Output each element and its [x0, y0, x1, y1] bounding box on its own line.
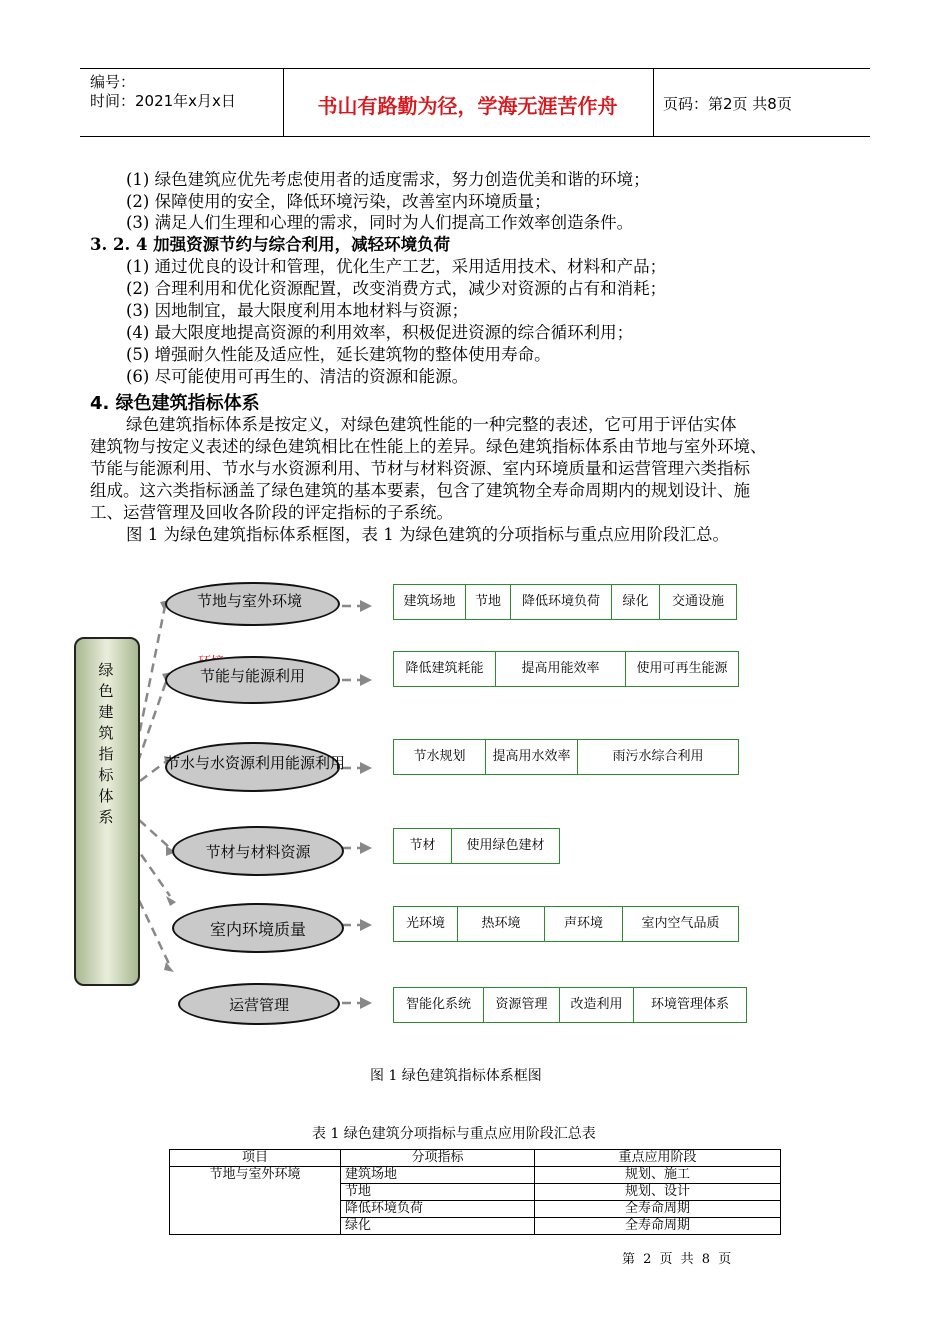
indicator-cell: 热环境: [458, 907, 545, 941]
header-motto: 书山有路勤为径，学海无涯苦作舟: [317, 94, 618, 118]
table-cell: 节地: [341, 1184, 535, 1201]
paragraph-line: 工、运营管理及回收各阶段的评定指标的子系统。: [90, 503, 453, 522]
indicator-row: [393, 906, 739, 942]
table-cell: 建筑场地: [341, 1167, 535, 1184]
arrowhead: [360, 600, 372, 612]
arrowhead: [360, 842, 372, 854]
summary-table: [169, 1149, 781, 1235]
table-header-row: [170, 1150, 781, 1167]
indicator-row: [393, 739, 739, 775]
indicator-cell: 室内空气品质: [641, 916, 720, 931]
indicator-cell: 资源管理: [484, 988, 560, 1022]
doc-number-label: 编号：: [90, 73, 136, 91]
indicator-cell: 节地: [466, 585, 511, 619]
indicator-cell: 使用可再生能源: [636, 661, 728, 676]
indicator-cell: 使用绿色建材: [466, 838, 545, 853]
paragraph-line: 节能与能源利用、节水与水资源利用、节材与材料资源、室内环境质量和运营管理六类指标: [90, 459, 750, 478]
indicator-row: [393, 584, 737, 620]
list-item: (3) 满足人们生理和心理的需求，同时为人们提高工作效率创造条件。: [126, 213, 634, 232]
arrowhead: [360, 674, 372, 686]
header-page-number: 页码：第2页 共8页: [663, 95, 792, 113]
page-footer: 第 2 页 共 8 页: [622, 1252, 732, 1267]
category-ellipse: [165, 656, 340, 704]
root-label: 绿色建筑指标体系: [98, 661, 114, 826]
category-label: 节能与能源利用: [199, 667, 305, 685]
indicator-cell: 节水规划: [394, 740, 486, 774]
table-cell: 降低环境负荷: [341, 1201, 535, 1218]
category-label: 节地与室外环境: [197, 592, 303, 610]
column-header: 项目: [170, 1150, 341, 1167]
indicator-cell: 降低建筑耗能: [394, 652, 496, 686]
indicator-row: [393, 651, 739, 687]
column-header: 分项指标: [341, 1150, 535, 1167]
table-cell: 绿化: [341, 1218, 535, 1235]
arrowhead: [360, 762, 372, 774]
column-header: 重点应用阶段: [535, 1150, 781, 1167]
table-title: 表 1 绿色建筑分项指标与重点应用阶段汇总表: [312, 1126, 596, 1142]
category-label: 运营管理: [228, 996, 289, 1014]
paragraph-line: 建筑物与按定义表述的绿色建筑相比在性能上的差异。绿色建筑指标体系由节地与室外环境、: [90, 437, 767, 456]
indicator-cell: 雨污水综合利用: [612, 749, 704, 764]
indicator-cell: 降低环境负荷: [511, 585, 612, 619]
section-title: 4. 绿色建筑指标体系: [90, 393, 260, 414]
indicator-row: [393, 828, 560, 864]
table-cell: 全寿命周期: [535, 1218, 781, 1235]
indicator-cell: 交通设施: [671, 594, 724, 609]
list-item: (6) 尽可能使用可再生的、清洁的资源和能源。: [126, 367, 469, 386]
indicator-cell: 绿化: [612, 585, 660, 619]
indicator-cell: 提高用水效率: [486, 740, 578, 774]
list-item: (3) 因地制宜，最大限度利用本地材料与资源；: [126, 301, 469, 320]
indicator-cell: 智能化系统: [394, 988, 484, 1022]
figure-caption: 图 1 绿色建筑指标体系框图: [370, 1068, 542, 1084]
table-cell: 规划、设计: [535, 1184, 781, 1201]
indicator-cell: 改造利用: [560, 988, 634, 1022]
list-item: (5) 增强耐久性能及适应性，延长建筑物的整体使用寿命。: [126, 345, 551, 364]
indicator-row: [393, 987, 747, 1023]
paragraph-line: 组成。这六类指标涵盖了绿色建筑的基本要素，包含了建筑物全寿命周期内的规划设计、施: [90, 481, 750, 500]
sub-heading: 3. 2. 4 加强资源节约与综合利用，减轻环境负荷: [90, 235, 451, 254]
indicator-cell: 节材: [394, 829, 452, 863]
list-item: (1) 绿色建筑应优先考虑使用者的适度需求，努力创造优美和谐的环境；: [126, 170, 650, 189]
category-ellipse: [172, 903, 344, 953]
category-ellipse: [178, 983, 340, 1025]
category-ellipse: [165, 582, 340, 626]
table-row: [170, 1167, 781, 1184]
connector-end: [164, 962, 174, 972]
list-item: (1) 通过优良的设计和管理，优化生产工艺，采用适用技术、材料和产品；: [126, 257, 667, 276]
table-cell-group: 节地与室外环境: [170, 1167, 341, 1235]
category-ellipse: [172, 826, 344, 876]
paragraph-line: 绿色建筑指标体系是按定义，对绿色建筑性能的一种完整的表述，它可用于评估实体: [126, 415, 737, 434]
indicator-cell: 提高用能效率: [496, 652, 626, 686]
category-label: 节材与材料资源: [205, 842, 311, 861]
category-ellipse: [165, 742, 346, 792]
arrowhead: [360, 997, 372, 1009]
indicator-cell: 光环境: [394, 907, 458, 941]
list-item: (2) 合理利用和优化资源配置，改变消费方式，减少对资源的占有和消耗；: [126, 279, 667, 298]
paragraph-line: 图 1 为绿色建筑指标体系框图，表 1 为绿色建筑的分项指标与重点应用阶段汇总。: [126, 525, 729, 544]
indicator-cell: 声环境: [545, 907, 623, 941]
indicator-cell: 环境管理体系: [650, 997, 729, 1012]
table-cell: 全寿命周期: [535, 1201, 781, 1218]
connector-end: [166, 896, 176, 906]
category-label: 室内环境质量: [209, 919, 306, 939]
doc-date-label: 时间：2021年x月x日: [90, 92, 236, 110]
list-item: (4) 最大限度地提高资源的利用效率，积极促进资源的综合循环利用；: [126, 323, 634, 342]
arrowhead: [360, 919, 372, 931]
table-cell: 规划、施工: [535, 1167, 781, 1184]
indicator-cell: 建筑场地: [394, 585, 466, 619]
list-item: (2) 保障使用的安全，降低环境污染，改善室内环境质量；: [126, 192, 551, 211]
category-label: 节水与水资源利用能源利用: [165, 754, 346, 772]
